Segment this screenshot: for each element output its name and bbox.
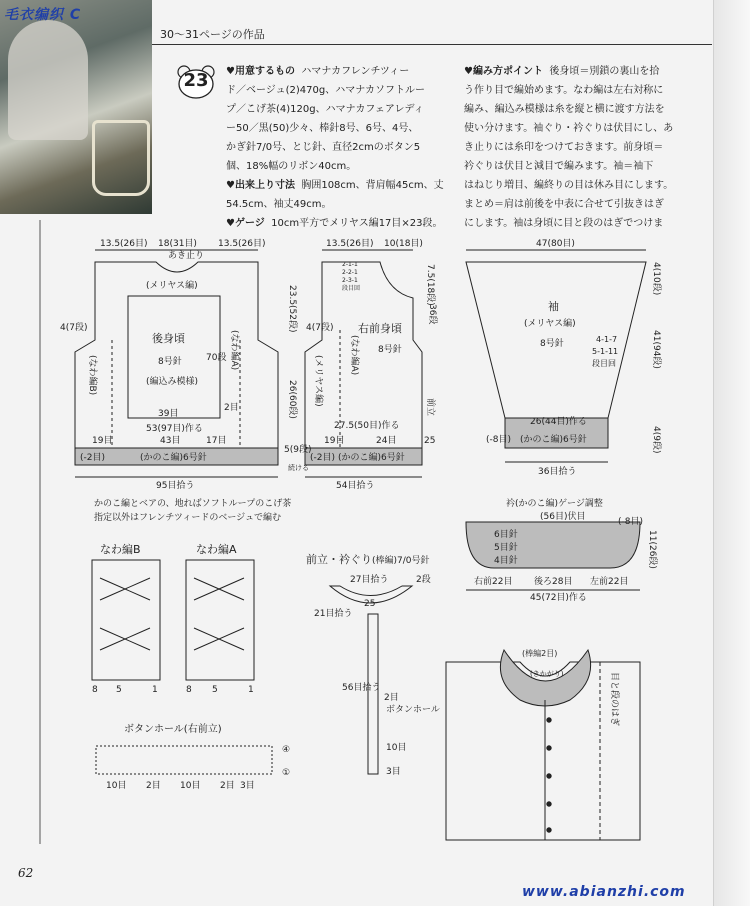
back-width-lower: 43目 xyxy=(160,436,181,446)
points-line: 使い分けます。袖ぐり・衿ぐりは伏目にし、あ xyxy=(464,123,674,134)
gauge-heading: ♥ゲージ xyxy=(226,218,265,229)
back-pattern: (編込み模様) xyxy=(146,377,199,387)
materials-heading: ♥用意するもの xyxy=(226,66,295,77)
front-band-strip xyxy=(368,614,378,774)
back-side-17: 17目 xyxy=(206,436,227,446)
back-name: 後身頃 xyxy=(152,332,185,345)
collar-band-mid: 25 xyxy=(364,599,376,609)
sleeve-top-h: 4(10段) xyxy=(651,262,661,296)
buttonhole-count: 10目 xyxy=(106,781,127,791)
sleeve-width: 26(44目)作る xyxy=(530,417,587,427)
collar-n5: 5目針 xyxy=(494,543,518,553)
buttonhole-count: 2目 xyxy=(146,781,161,791)
front-band-label: 前立 xyxy=(425,398,435,417)
buttonhole-count: 2目 xyxy=(220,781,235,791)
front-bottom-label: 54目拾う xyxy=(336,481,375,491)
collar-mid: 後ろ28目 xyxy=(534,577,573,587)
collar-bottom: 45(72目)作る xyxy=(530,593,587,603)
back-needle: 8号針 xyxy=(158,357,182,367)
front-cable-label: (なわ編A) xyxy=(349,335,359,376)
materials-line: 個、18%幅のリボン40cm。 xyxy=(226,161,357,172)
sleeve-hem-l: (-8目) xyxy=(486,435,511,445)
buttonhole-mark: ① xyxy=(282,768,291,778)
front-hem-l: (-2目) xyxy=(310,453,335,463)
collar-band-front: 56目拾う xyxy=(342,683,381,693)
note-line: 指定以外はフレンチツィードのベージュで編む xyxy=(94,513,281,523)
page-reference: 30〜31ページの作品 xyxy=(160,28,265,41)
button xyxy=(547,718,551,722)
chart-b-col: 1 xyxy=(152,685,158,695)
size-heading: ♥出来上り寸法 xyxy=(226,180,295,191)
sleeve-hem-h: 4(9段) xyxy=(651,426,661,454)
button xyxy=(547,774,551,778)
page-number: 62 xyxy=(18,866,34,880)
back-side-19: 19目 xyxy=(92,436,113,446)
buttonhole-title: ボタンホール(右前立) xyxy=(124,724,222,735)
back-cable-a: (なわ編A) xyxy=(229,330,239,371)
front-bottom-l: 19目 xyxy=(324,436,345,446)
materials-line: プ／こげ茶(4)120g、ハマナカフェアレディ xyxy=(226,104,424,115)
chart-a-cross xyxy=(194,578,244,650)
back-height-upper: 23.5(52段) xyxy=(287,285,297,333)
collar-band-top: 27目拾う xyxy=(350,575,389,585)
back-top-label: 13.5(26目) xyxy=(100,239,148,249)
chart-a-col: 8 xyxy=(186,685,192,695)
sleeve-needle: 8号針 xyxy=(540,339,564,349)
materials-line: ハマナカフレンチツィー xyxy=(301,66,410,77)
collar-height: 11(26段) xyxy=(647,530,657,569)
pattern-number: 23 xyxy=(183,70,209,91)
collar-band-buttonhole: ボタンホール xyxy=(386,705,440,715)
sleeve-increase: 4-1-7 xyxy=(596,335,618,344)
points-line: う作り目で編始めます。なわ編は左右対称に xyxy=(464,85,664,96)
sleeve-increase: 5-1-11 xyxy=(592,347,619,356)
watermark: www.abianzhi.com xyxy=(522,884,686,900)
front-height-1: 7.5(18段) xyxy=(425,264,435,306)
front-needle: 8号針 xyxy=(378,345,402,355)
materials-line: ド／ベージュ(2)470g、ハマナカソフトルー xyxy=(226,85,425,96)
materials-line: かぎ針7/0号、とじ針、直径2cmのボタン5 xyxy=(226,142,421,153)
points-line: にします。袖は身頃に目と段のはぎでつけま xyxy=(464,218,664,229)
front-height-2: 36段 xyxy=(427,304,437,325)
chart-a-col: 1 xyxy=(248,685,254,695)
points-line: 編み、編込み模様は糸を縦と横に渡す方法を xyxy=(464,104,665,115)
front-top-label: 10(18目) xyxy=(384,239,423,249)
points-line: まとめ＝肩は前後を中表に合せて引抜きはぎ xyxy=(464,199,664,210)
front-hem-height: 続ける xyxy=(288,464,309,472)
collar-band-top-r: 2段 xyxy=(416,575,431,585)
collar-band-left: 21目拾う xyxy=(314,609,353,619)
back-top-label: 18(31目) xyxy=(158,239,197,249)
button xyxy=(547,828,551,832)
back-neck-label: あき止り xyxy=(168,251,205,261)
note-line: かのこ編とベアの、地ればソフトループのこげ茶 xyxy=(94,499,292,509)
front-shaping: 2-3-1 xyxy=(342,277,358,284)
size-line: 胸囲108cm、背肩幅45cm、丈 xyxy=(301,180,444,191)
front-shaping: 段目回 xyxy=(342,285,361,292)
magazine-title: 毛衣编织 C xyxy=(4,7,82,23)
front-top-label: 13.5(26目) xyxy=(326,239,374,249)
chart-a-title: なわ編A xyxy=(196,543,237,556)
size-line: 54.5cm、袖丈49cm。 xyxy=(226,199,332,210)
finished-side-note: 目と段のはぎ xyxy=(609,672,619,727)
back-hem-label: (かのこ編)6号針 xyxy=(140,453,207,463)
points-line: 衿ぐりは伏目と減目で編みます。袖＝袖下 xyxy=(464,161,654,172)
front-name: 右前身頃 xyxy=(358,322,402,335)
front-side-label: 4(7段) xyxy=(306,323,334,333)
sleeve-hem: (かのこ編)6号針 xyxy=(520,435,587,445)
back-rows: 70段 xyxy=(206,353,227,363)
sleeve-height: 41(94段) xyxy=(651,330,661,369)
points-line: き止りには糸印をつけておきます。前身頃＝ xyxy=(464,142,664,153)
collar-title: 衿(かのこ編)ゲージ調整 xyxy=(506,499,603,509)
collar-piece xyxy=(466,522,640,568)
back-hem-height: 5(9段) xyxy=(284,445,312,455)
back-dim-2: 2目 xyxy=(224,403,239,413)
back-stitch-label: (メリヤス編) xyxy=(146,281,198,291)
collar-band-subtitle: (棒編)7/0号針 xyxy=(372,556,430,566)
back-side-label: 4(7段) xyxy=(60,323,88,333)
finished-collar-inner: (きかがり) xyxy=(530,670,564,678)
collar-band-title: 前立・衿ぐり xyxy=(306,553,372,566)
back-cable-b: (なわ編B) xyxy=(87,355,97,396)
back-height-lower: 26(60段) xyxy=(287,380,297,419)
collar-n6: 6目針 xyxy=(494,530,518,540)
finished-collar: (棒編2目) xyxy=(522,649,558,658)
buttonhole-count: 10目 xyxy=(180,781,201,791)
collar-left: 右前22目 xyxy=(474,577,513,587)
back-top-label: 13.5(26目) xyxy=(218,239,266,249)
points-line: はねじり増目、編終りの目は休み目にします。 xyxy=(464,180,674,191)
sleeve-name: 袖 xyxy=(548,300,559,313)
sleeve-increase: 段目回 xyxy=(592,359,616,368)
chart-b-col: 5 xyxy=(116,685,122,695)
collar-band-r3: 3目 xyxy=(386,767,401,777)
front-width: 27.5(50目)作る xyxy=(334,421,400,431)
collar-band-r10: 10目 xyxy=(386,743,407,753)
chart-a-col: 5 xyxy=(212,685,218,695)
back-width-small: 39目 xyxy=(158,409,179,419)
collar-minus8: (-8目) xyxy=(618,517,643,527)
collar-n4: 4目針 xyxy=(494,556,518,566)
front-bottom-r: 24目 xyxy=(376,436,397,446)
front-shaping: 2-2-1 xyxy=(342,269,358,276)
back-bottom-label: 95目拾う xyxy=(156,481,195,491)
chart-b-cross xyxy=(100,578,150,650)
materials-line: ー50／黒(50)少々、棒針8号、6号、4号、 xyxy=(226,123,419,134)
back-width-mid: 53(97目)作る xyxy=(146,424,203,434)
front-hem-label: (かのこ編)6号針 xyxy=(338,453,405,463)
back-hem-bottom: (-2目) xyxy=(80,453,105,463)
buttonhole-grid xyxy=(96,746,272,774)
sleeve-stitch: (メリヤス編) xyxy=(524,319,576,329)
cardigan-collar xyxy=(500,650,590,706)
collar-right: 左前22目 xyxy=(590,577,629,587)
points-heading: ♥編み方ポイント xyxy=(464,66,543,77)
chart-b-col: 8 xyxy=(92,685,98,695)
buttonhole-mark: ④ xyxy=(282,745,291,755)
sleeve-bottom: 36目拾う xyxy=(538,467,577,477)
gauge-text: 10cm平方でメリヤス編17目×23段。 xyxy=(271,218,443,229)
chart-b-title: なわ編B xyxy=(100,543,141,556)
collar-sub: (56目)伏目 xyxy=(540,512,586,522)
sleeve-top: 47(80目) xyxy=(536,239,575,249)
button xyxy=(547,802,551,806)
front-stitch-label: (メリヤス編) xyxy=(313,355,323,407)
button xyxy=(547,746,551,750)
collar-band-row2: 2目 xyxy=(384,693,399,703)
buttonhole-count: 3目 xyxy=(240,781,255,791)
front-shaping: 2-1-1 xyxy=(342,261,358,268)
points-line: 後身頃＝別鎖の裏山を拾 xyxy=(549,66,660,77)
front-hem-r: 25 xyxy=(424,436,436,446)
